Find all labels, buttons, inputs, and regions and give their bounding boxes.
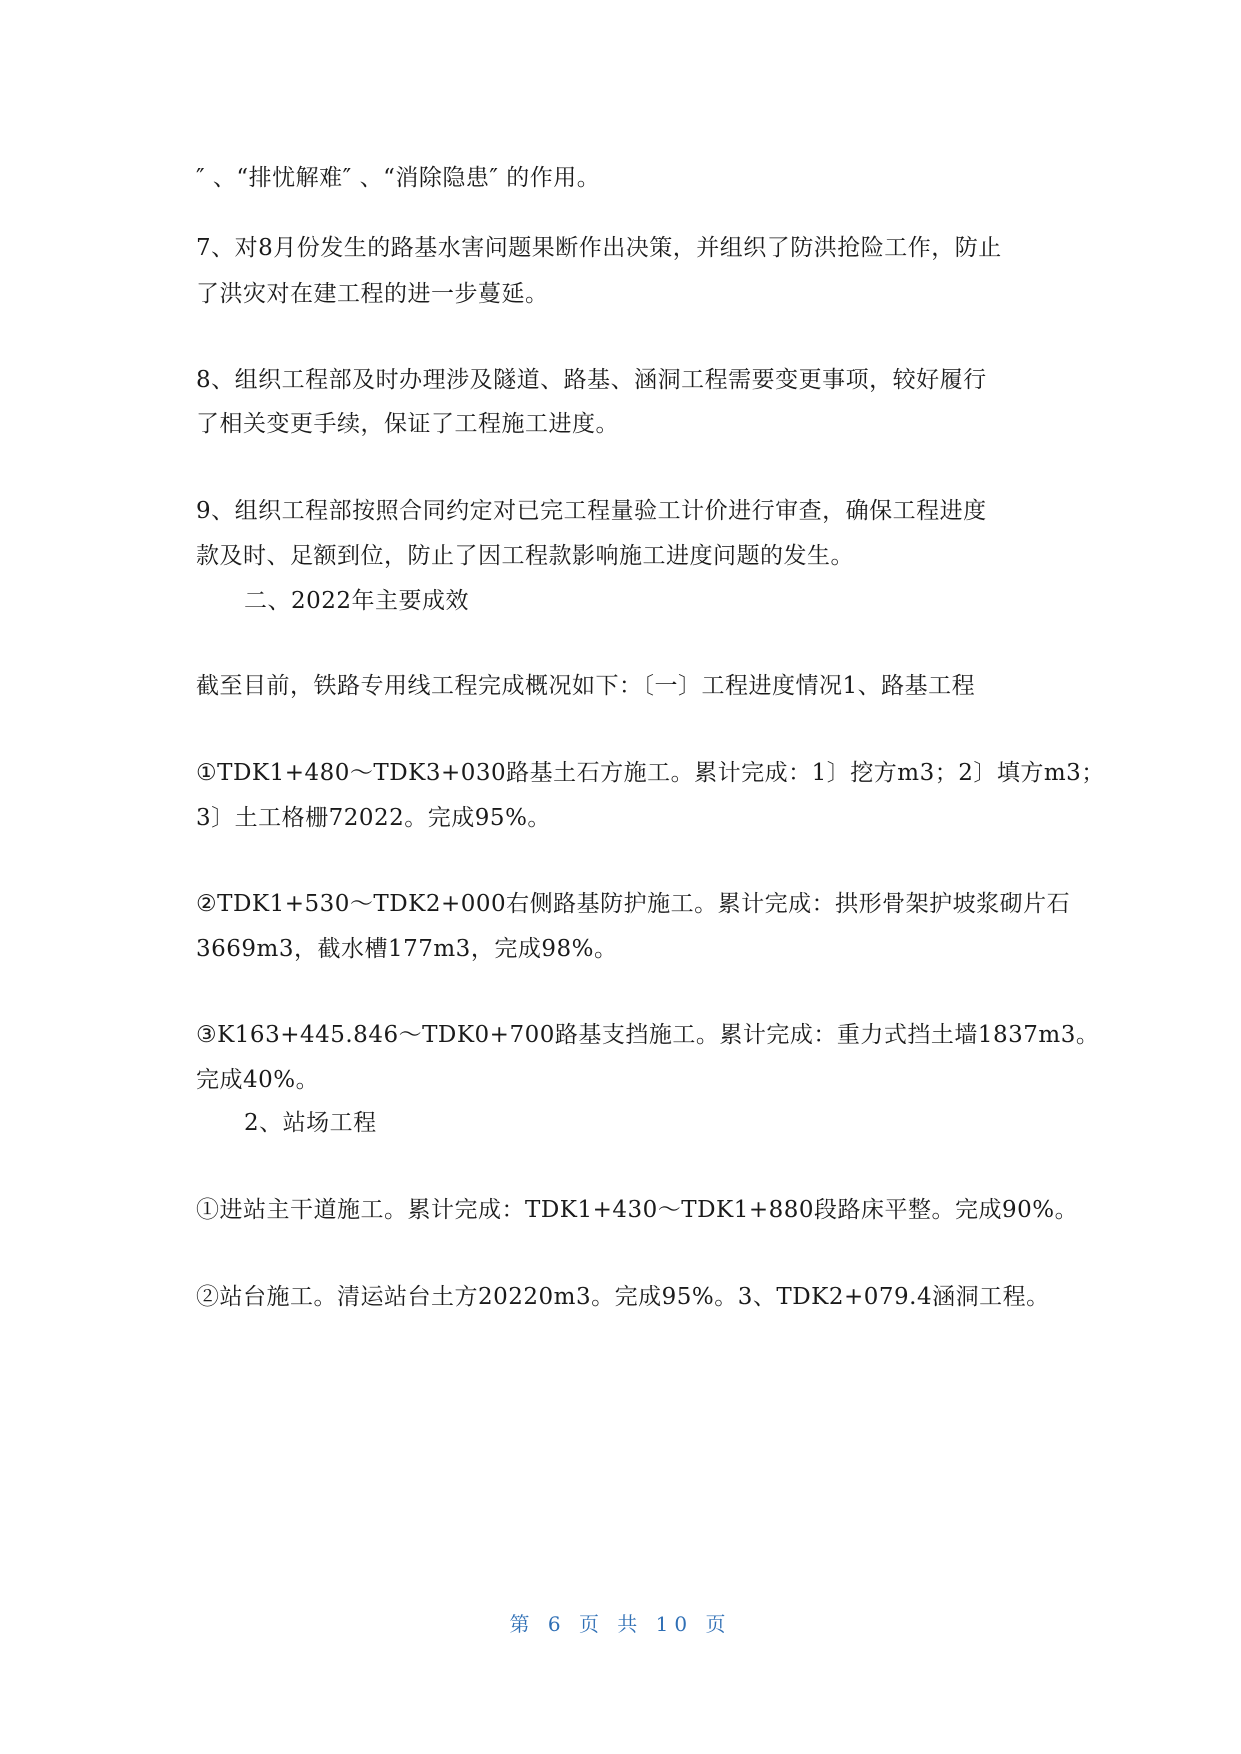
paragraph-line: ″ 、“排忧解难″ 、“消除隐患″ 的作用。 [196, 165, 601, 191]
paragraph-line: 截至目前，铁路专用线工程完成概况如下：〔一〕工程进度情况1、路基工程 [196, 673, 976, 699]
paragraph-line: 款及时、足额到位，防止了因工程款影响施工进度问题的发生。 [196, 543, 854, 569]
paragraph-line: 3〕土工格栅72022。完成95%。 [196, 805, 551, 831]
paragraph-line: 8、组织工程部及时办理涉及隧道、路基、涵洞工程需要变更事项，较好履行 [196, 367, 987, 393]
paragraph-line: ②TDK1+530～TDK2+000右侧路基防护施工。累计完成：拱形骨架护坡浆砌片石 [196, 891, 1071, 917]
paragraph-line: 了洪灾对在建工程的进一步蔓延。 [196, 281, 549, 307]
page-number-footer: 第 6 页 共 10 页 [509, 1612, 732, 1636]
paragraph-line: 3669m3，截水槽177m3，完成98%。 [196, 936, 618, 962]
paragraph-line: 完成40%。 [196, 1067, 320, 1093]
paragraph-line: 了相关变更手续，保证了工程施工进度。 [196, 411, 619, 437]
paragraph-line: ①TDK1+480～TDK3+030路基土石方施工。累计完成：1〕挖方m3；2〕填方m3； [196, 760, 1105, 786]
paragraph-line: ②站台施工。清运站台土方20220m3。完成95%。3、TDK2+079.4涵洞工程。 [196, 1284, 1050, 1310]
paragraph-line: ①进站主干道施工。累计完成：TDK1+430～TDK1+880段路床平整。完成90%。 [196, 1197, 1079, 1223]
paragraph-line: ③K163+445.846～TDK0+700路基支挡施工。累计完成：重力式挡土墙1837m3。 [196, 1022, 1100, 1048]
section-heading: 二、2022年主要成效 [244, 588, 470, 614]
section-heading: 2、站场工程 [244, 1110, 377, 1136]
paragraph-line: 7、对8月份发生的路基水害问题果断作出决策，并组织了防洪抢险工作，防止 [196, 235, 1002, 261]
paragraph-line: 9、组织工程部按照合同约定对已完工程量验工计价进行审查，确保工程进度 [196, 498, 987, 524]
